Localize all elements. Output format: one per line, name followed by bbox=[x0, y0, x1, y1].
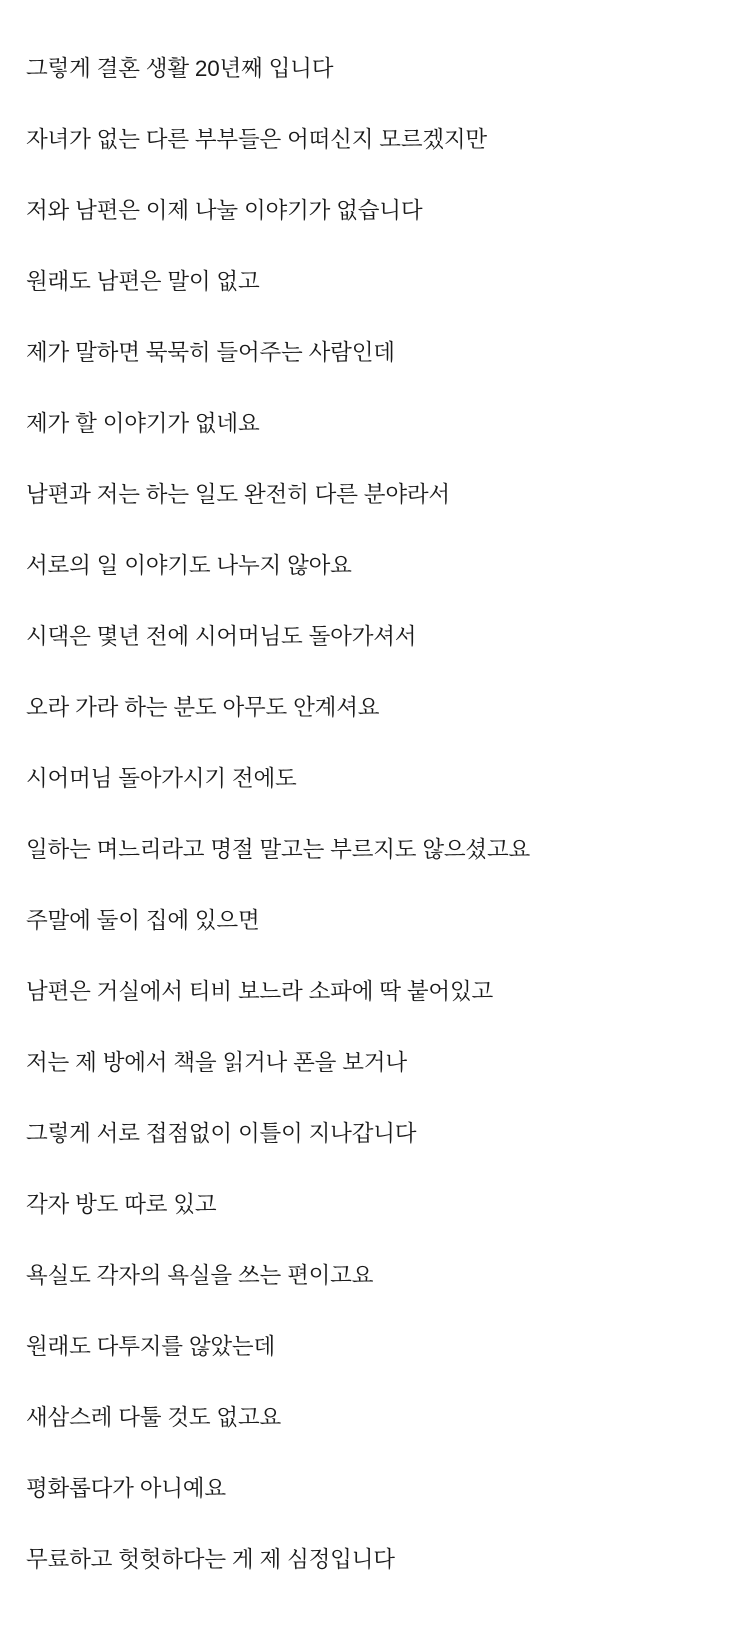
text-line: 각자 방도 따로 있고 bbox=[26, 1191, 217, 1217]
text-line: 남편은 거실에서 티비 보느라 소파에 딱 붙어있고 bbox=[26, 978, 494, 1004]
text-line: 무료하고 헛헛하다는 게 제 심정입니다 bbox=[26, 1546, 395, 1572]
text-line: 주말에 둘이 집에 있으면 bbox=[26, 907, 260, 933]
text-line: 원래도 다투지를 않았는데 bbox=[26, 1333, 275, 1359]
text-line: 저와 남편은 이제 나눌 이야기가 없습니다 bbox=[26, 197, 423, 223]
text-line: 시댁은 몇년 전에 시어머님도 돌아가셔서 bbox=[26, 623, 417, 649]
text-line: 오라 가라 하는 분도 아무도 안계셔요 bbox=[26, 694, 380, 720]
text-line: 일하는 며느리라고 명절 말고는 부르지도 않으셨고요 bbox=[26, 836, 531, 862]
text-line: 제가 할 이야기가 없네요 bbox=[26, 410, 260, 436]
text-line: 제가 말하면 묵묵히 들어주는 사람인데 bbox=[26, 339, 395, 365]
post-text-block bbox=[26, 45, 714, 1585]
text-line: 자녀가 없는 다른 부부들은 어떠신지 모르겠지만 bbox=[26, 126, 487, 152]
text-line: 서로의 일 이야기도 나누지 않아요 bbox=[26, 552, 352, 578]
text-line: 그렇게 서로 접점없이 이틀이 지나갑니다 bbox=[26, 1120, 417, 1146]
text-line: 평화롭다가 아니예요 bbox=[26, 1475, 226, 1501]
text-line: 남편과 저는 하는 일도 완전히 다른 분야라서 bbox=[26, 481, 450, 507]
text-line: 새삼스레 다툴 것도 없고요 bbox=[26, 1404, 282, 1430]
text-line: 저는 제 방에서 책을 읽거나 폰을 보거나 bbox=[26, 1049, 407, 1075]
text-line: 그렇게 결혼 생활 20년째 입니다 bbox=[26, 55, 334, 81]
text-line: 원래도 남편은 말이 없고 bbox=[26, 268, 260, 294]
text-line: 시어머님 돌아가시기 전에도 bbox=[26, 765, 297, 791]
text-line: 욕실도 각자의 욕실을 쓰는 편이고요 bbox=[26, 1262, 374, 1288]
